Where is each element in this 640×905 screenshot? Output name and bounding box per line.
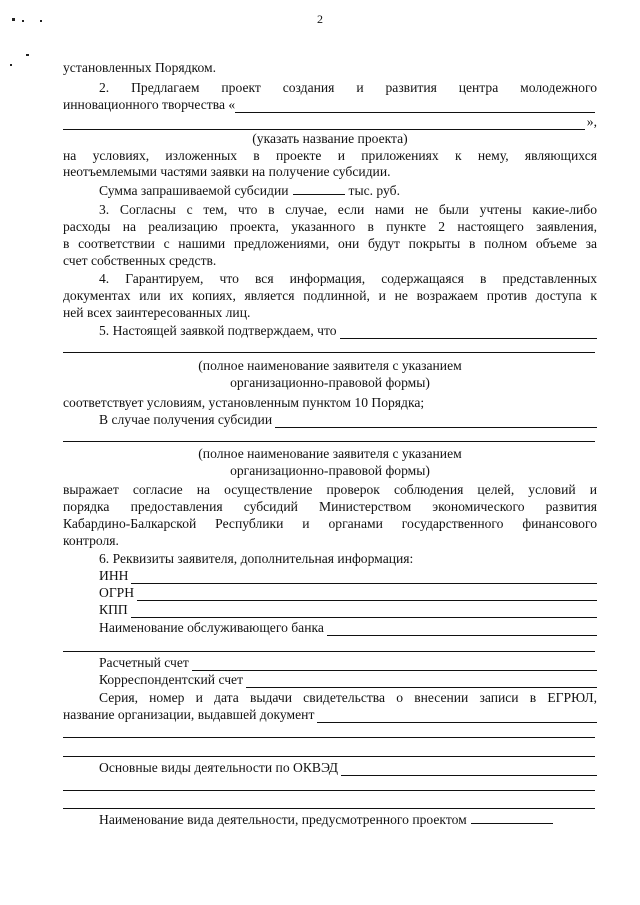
quote-close: »,	[586, 114, 597, 129]
paragraph-line: инновационного творчества «	[63, 97, 236, 112]
project-name-blank[interactable]	[63, 117, 585, 130]
subsidy-sum-blank[interactable]	[293, 183, 345, 195]
paragraph-line: расходы на реализацию проекта, указанного в пункте 2 настоящего заявления,	[63, 219, 597, 234]
paragraph-line: Кабардино-Балкарской Республики и органами государственного финансового	[63, 516, 597, 531]
ogrn-row	[99, 585, 597, 601]
scan-mark	[26, 54, 29, 56]
paragraph-line: счет собственных средств.	[63, 253, 217, 268]
egrul-blank[interactable]	[63, 756, 595, 757]
applicant-name-blank[interactable]	[63, 352, 595, 353]
inn-row	[99, 568, 597, 584]
paragraph-line: соответствует условиям, установленным пунктом 10 Порядка;	[63, 395, 425, 410]
activity-row	[99, 812, 597, 828]
subsidy-sum-row	[99, 183, 597, 199]
ogrn-label: ОГРН	[99, 585, 135, 600]
paragraph-line: выражает согласие на осуществление проверок соблюдения целей, условий и	[63, 482, 597, 497]
account-row	[99, 655, 597, 671]
project-name-blank[interactable]	[235, 100, 595, 113]
bank-label: Наименование обслуживающего банка	[99, 620, 324, 635]
okved-row	[99, 760, 597, 776]
field-hint: (полное наименование заявителя с указанием	[198, 358, 462, 373]
paragraph-line: контроля.	[63, 533, 119, 548]
field-hint: (указать название проекта)	[252, 131, 408, 146]
okved-blank[interactable]	[63, 790, 595, 791]
subsidy-sum-label: Сумма запрашиваемой субсидии	[99, 183, 289, 198]
kpp-blank[interactable]	[131, 605, 597, 618]
paragraph-line: неотъемлемыми частями заявки на получение субсидии.	[63, 164, 391, 179]
kpp-row	[99, 602, 597, 618]
inn-blank[interactable]	[131, 571, 597, 584]
applicant-name-blank[interactable]	[275, 415, 597, 428]
bank-blank[interactable]	[63, 651, 595, 652]
bank-row	[99, 620, 597, 636]
paragraph-line: Серия, номер и дата выдачи свидетельства о внесении записи в ЕГРЮЛ,	[99, 690, 597, 705]
applicant-name-blank[interactable]	[63, 441, 595, 442]
scan-mark	[10, 64, 12, 66]
paragraph-line: на условиях, изложенных в проекте и приложениях к нему, являющихся	[63, 148, 597, 163]
egrul-blank[interactable]	[63, 737, 595, 738]
paragraph-line: установленных Порядком.	[63, 60, 217, 75]
applicant-name-blank[interactable]	[340, 326, 597, 339]
paragraph-line: ней всех заинтересованных лиц.	[63, 305, 251, 320]
corr-account-row	[99, 672, 597, 688]
field-hint: организационно-правовой формы)	[230, 463, 430, 478]
egrul-row	[63, 707, 597, 723]
kpp-label: КПП	[99, 602, 128, 617]
page-number: 2	[317, 12, 323, 26]
activity-blank[interactable]	[471, 812, 553, 824]
account-blank[interactable]	[192, 658, 597, 671]
egrul-label: название организации, выдавшей документ	[63, 707, 315, 722]
project-name-row-2	[63, 114, 597, 130]
ogrn-blank[interactable]	[137, 588, 597, 601]
confirmation-row	[99, 323, 597, 339]
corr-account-blank[interactable]	[246, 675, 597, 688]
paragraph-line: 3. Согласны с тем, что в случае, если нами не были учтены какие-либо	[99, 202, 597, 217]
paragraph-line: В случае получения субсидии	[99, 412, 273, 427]
field-hint: организационно-правовой формы)	[230, 375, 430, 390]
paragraph-line: 4. Гарантируем, что вся информация, содержащаяся в представленных	[99, 271, 597, 286]
corr-account-label: Корреспондентский счет	[99, 672, 244, 687]
bank-blank[interactable]	[327, 623, 597, 636]
subsidy-sum-unit: тыс. руб.	[348, 183, 400, 198]
paragraph-line: в соответствии с нашими предложениями, они будут покрыты в полном объеме за	[63, 236, 597, 251]
egrul-blank[interactable]	[317, 710, 597, 723]
paragraph-line: 2. Предлагаем проект создания и развития центра молодежного	[99, 80, 597, 95]
activity-label: Наименование вида деятельности, предусмотренного проектом	[99, 812, 467, 827]
subsidy-case-row	[99, 412, 597, 428]
paragraph-line: 5. Настоящей заявкой подтверждаем, что	[99, 323, 337, 338]
paragraph-line: порядка предоставления субсидий Министерством экономического развития	[63, 499, 597, 514]
okved-blank[interactable]	[63, 808, 595, 809]
project-name-row	[63, 97, 597, 113]
account-label: Расчетный счет	[99, 655, 189, 670]
paragraph-line: документах или их копиях, является подлинной, и не возражаем против доступа к	[63, 288, 597, 303]
okved-blank[interactable]	[341, 763, 597, 776]
okved-label: Основные виды деятельности по ОКВЭД	[99, 760, 339, 775]
field-hint: (полное наименование заявителя с указанием	[198, 446, 462, 461]
section-title: 6. Реквизиты заявителя, дополнительная информация:	[99, 551, 414, 566]
inn-label: ИНН	[99, 568, 129, 583]
